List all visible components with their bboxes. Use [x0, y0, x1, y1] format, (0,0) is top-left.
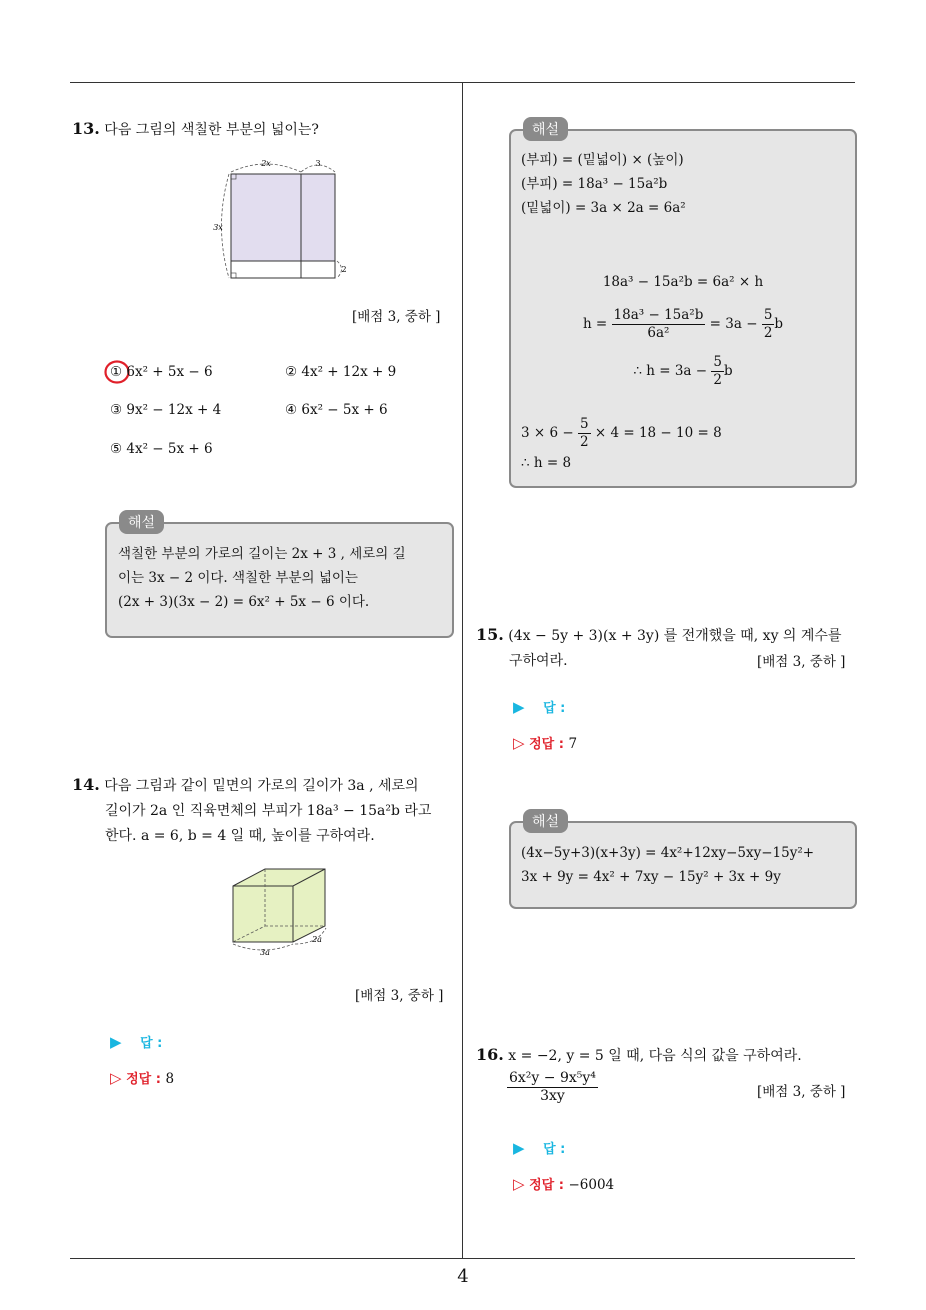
- e2-fden: 2: [763, 325, 773, 341]
- q15-explanation-tag: 해설: [523, 809, 568, 833]
- bottom-rule: [70, 1258, 855, 1259]
- column-divider: [462, 83, 463, 1258]
- q14-expl-e2: [509, 307, 857, 342]
- q15-answer-label: 답 :: [543, 701, 566, 716]
- q14-cuboid-figure: [225, 864, 345, 960]
- choice-5-expr: 4x² − 5x + 6: [126, 441, 213, 457]
- choice-5-mark: ⑤: [110, 441, 123, 457]
- choice-4-mark: ④: [285, 402, 298, 418]
- q16-correct-row: [513, 1174, 614, 1193]
- q13-expl-line2: 이는 3x − 2 이다. 색칠한 부분의 넓이는: [118, 570, 358, 586]
- label-2: 2: [341, 265, 347, 274]
- q14-number: 14.: [72, 775, 100, 794]
- q13-expl-line3: (2x + 3)(3x − 2) = 6x² + 5x − 6 이다.: [118, 594, 370, 610]
- q15-correct-row: [513, 733, 577, 752]
- page-number: 4: [457, 1266, 469, 1287]
- q16-score: [배점 3, 중하 ]: [757, 1084, 846, 1100]
- e2-main-fraction: [612, 307, 706, 342]
- q15-line2: 구하여라.: [509, 653, 568, 669]
- e3-fraction: [711, 354, 724, 389]
- play-arrow-icon: ▶: [110, 1033, 122, 1051]
- q15-number: 15.: [476, 625, 504, 644]
- q15-correct-label: 정답 :: [529, 737, 564, 752]
- q14-score: [배점 3, 중하 ]: [355, 988, 444, 1004]
- choice-2-expr: 4x² + 12x + 9: [301, 364, 397, 380]
- q16-line1: x = −2, y = 5 일 때, 다음 식의 값을 구하여라.: [508, 1048, 802, 1064]
- e3-fnum: 5: [713, 354, 722, 370]
- e2-num: 18a³ − 15a²b: [613, 307, 704, 323]
- shaded-region: [231, 174, 335, 261]
- e2-fnum: 5: [763, 307, 773, 323]
- q16-correct-label: 정답 :: [529, 1178, 564, 1193]
- q16-expression: [507, 1070, 598, 1105]
- q14-explanation-tag: 해설: [523, 117, 568, 141]
- q16-question: [476, 1042, 802, 1069]
- q13-expl-line1: 색칠한 부분의 가로의 길이는 2x + 3 , 세로의 길: [118, 546, 406, 562]
- e4-fden: 2: [579, 434, 589, 450]
- q16-fraction: [507, 1070, 598, 1105]
- q14-question: [72, 772, 457, 849]
- e2-mid: = 3a −: [709, 316, 758, 332]
- q16-answer-label: 답 :: [543, 1142, 566, 1157]
- e4-lhs: 3 × 6 −: [521, 425, 574, 441]
- q14-expl-top: [521, 148, 686, 220]
- choice-1-expr: 6x² + 5x − 6: [126, 364, 213, 380]
- q14-answer-label: 답 :: [140, 1036, 163, 1051]
- q15-correct-value: 7: [568, 736, 578, 752]
- q13-score: [배점 3, 중하 ]: [352, 309, 441, 325]
- play-arrow-icon: ▶: [513, 698, 525, 716]
- choice-5[interactable]: [110, 441, 213, 457]
- q14-line3: 한다. a = 6, b = 4 일 때, 높이를 구하여라.: [105, 828, 375, 844]
- q14-expl-e3: [509, 354, 857, 389]
- outline-arrow-icon: ▷: [513, 734, 525, 752]
- e2-lhs: h =: [582, 316, 608, 332]
- choice-1[interactable]: [110, 364, 213, 380]
- q16-frac-den: 3xy: [540, 1088, 565, 1104]
- choice-1-mark: ①: [110, 364, 123, 380]
- choice-2-mark: ②: [285, 364, 298, 380]
- q15-line1: (4x − 5y + 3)(x + 3y) 를 전개했을 때, xy 의 계수를: [508, 628, 842, 644]
- outline-arrow-icon: ▷: [110, 1069, 122, 1087]
- q14-expl-e4: [521, 416, 722, 451]
- q14-correct-row: [110, 1068, 174, 1087]
- choice-3-mark: ③: [110, 402, 123, 418]
- q16-answer-row: [513, 1138, 565, 1157]
- e4-end: × 4 = 18 − 10 = 8: [594, 425, 722, 441]
- e3-fden: 2: [713, 372, 722, 388]
- q14-expl-l3: (밑넓이) = 3a × 2a = 6a²: [521, 200, 686, 216]
- e2-small-fraction: [762, 307, 775, 342]
- e2-den: 6a²: [647, 325, 670, 341]
- label-2x: 2x: [261, 159, 271, 168]
- label-3a: 3a: [260, 948, 270, 957]
- e3-lhs: ∴ h = 3a −: [633, 363, 708, 379]
- q14-expl-l1: (부피) = (밑넓이) × (높이): [521, 152, 684, 168]
- q14-correct-value: 8: [165, 1071, 175, 1087]
- right-angle-mark-bottom: [231, 273, 236, 278]
- q15-expl-line2: 3x + 9y = 4x² + 7xy − 15y² + 3x + 9y: [521, 869, 781, 885]
- label-3: 3: [315, 159, 321, 168]
- e3-end: b: [723, 363, 733, 379]
- q14-expl-e5: ∴ h = 8: [521, 455, 572, 471]
- play-arrow-icon: ▶: [513, 1139, 525, 1157]
- q14-answer-row: [110, 1032, 162, 1051]
- q15-expl-line1: (4x−5y+3)(x+3y) = 4x²+12xy−5xy−15y²+: [521, 845, 815, 861]
- q13-number: 13.: [72, 119, 100, 138]
- q13-figure: [208, 152, 358, 282]
- choice-3[interactable]: [110, 402, 221, 418]
- q14-line2: 길이가 2a 인 직육면체의 부피가 18a³ − 15a²b 라고: [105, 803, 432, 819]
- q15-answer-row: [513, 697, 565, 716]
- label-3x: 3x: [213, 223, 223, 232]
- q14-expl-e1: 18a³ − 15a²b = 6a² × h: [602, 274, 764, 290]
- q14-correct-label: 정답 :: [126, 1072, 161, 1087]
- outline-arrow-icon: ▷: [513, 1175, 525, 1193]
- choice-4[interactable]: [285, 402, 388, 418]
- q13-explanation-tag: 해설: [119, 510, 164, 534]
- label-2a: 2a: [312, 935, 322, 944]
- q14-expl-l2: (부피) = 18a³ − 15a²b: [521, 176, 668, 192]
- q13-header: [72, 116, 319, 143]
- q15-score: [배점 3, 중하 ]: [757, 654, 846, 670]
- q16-number: 16.: [476, 1045, 504, 1064]
- q14-line1: 다음 그림과 같이 밑면의 가로의 길이가 3a , 세로의: [104, 778, 419, 794]
- q16-frac-num: 6x²y − 9x⁵y⁴: [509, 1070, 596, 1086]
- choice-4-expr: 6x² − 5x + 6: [301, 402, 388, 418]
- e4-fraction: [578, 416, 591, 451]
- e4-fnum: 5: [579, 416, 589, 432]
- q15-explanation-text: [521, 841, 814, 889]
- q13-text: 다음 그림의 색칠한 부분의 넓이는?: [104, 122, 319, 138]
- e2-end: b: [774, 316, 784, 332]
- choice-2[interactable]: [285, 364, 396, 380]
- q13-explanation-text: [118, 542, 406, 614]
- choice-3-expr: 9x² − 12x + 4: [126, 402, 222, 418]
- q16-correct-value: −6004: [568, 1177, 615, 1193]
